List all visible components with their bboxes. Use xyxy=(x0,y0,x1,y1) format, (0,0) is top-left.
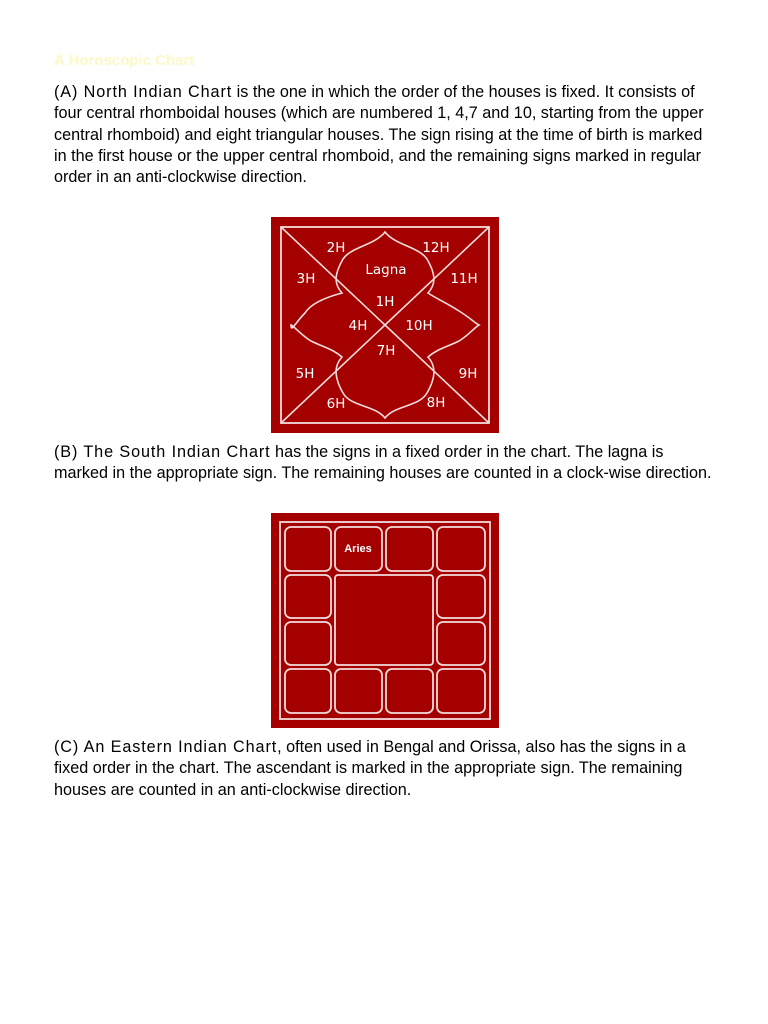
page-title: A Horoscopic Chart xyxy=(54,52,195,69)
aries-label: Aries xyxy=(344,543,372,555)
house-7-label: 7H xyxy=(376,343,396,359)
eastern-indian-chart-heading: (C) An Eastern Indian Chart xyxy=(54,738,278,756)
south-indian-chart-diagram xyxy=(271,513,499,728)
lagna-label: Lagna xyxy=(365,262,407,278)
north-indian-chart-description xyxy=(54,82,719,188)
house-12-label: 12H xyxy=(422,240,450,256)
south-indian-chart-heading: (B) The South Indian Chart xyxy=(54,443,271,461)
eastern-indian-chart-description xyxy=(54,737,719,801)
south-indian-chart-description xyxy=(54,442,719,485)
house-5-label: 5H xyxy=(295,366,315,382)
north-indian-chart-heading: (A) North Indian Chart xyxy=(54,83,233,101)
house-10-label: 10H xyxy=(405,318,433,334)
house-3-label: 3H xyxy=(296,271,316,287)
house-6-label: 6H xyxy=(326,396,346,412)
north-indian-chart-diagram xyxy=(271,217,499,433)
eastern-indian-chart-text: , often used in Bengal and Orissa, also has the signs in a fixed order in the chart. The ascendant is marked in the appropriate sign. The remaining houses are counted in an anti-clockwise direction. xyxy=(54,738,686,799)
house-8-label: 8H xyxy=(426,395,446,411)
north-indian-chart-text: is the one in which the order of the houses is fixed. It consists of four central rhomboidal houses (which are numbered 1, 4,7 and 10, starting from the upper central rhomboid) and eight triangular houses. The sign rising at the time of birth is marked in the first house or the upper central rhomboid, and the remaining signs marked in regular order in an anti-clockwise direction. xyxy=(54,83,704,187)
house-9-label: 9H xyxy=(458,366,478,382)
house-1-label: 1H xyxy=(375,294,395,310)
south-indian-chart-text: has the signs in a fixed order in the chart. The lagna is marked in the appropriate sign. The remaining houses are counted in a clock-wise direction. xyxy=(54,443,712,483)
house-11-label: 11H xyxy=(450,271,478,287)
house-4-label: 4H xyxy=(348,318,368,334)
house-2-label: 2H xyxy=(326,240,346,256)
